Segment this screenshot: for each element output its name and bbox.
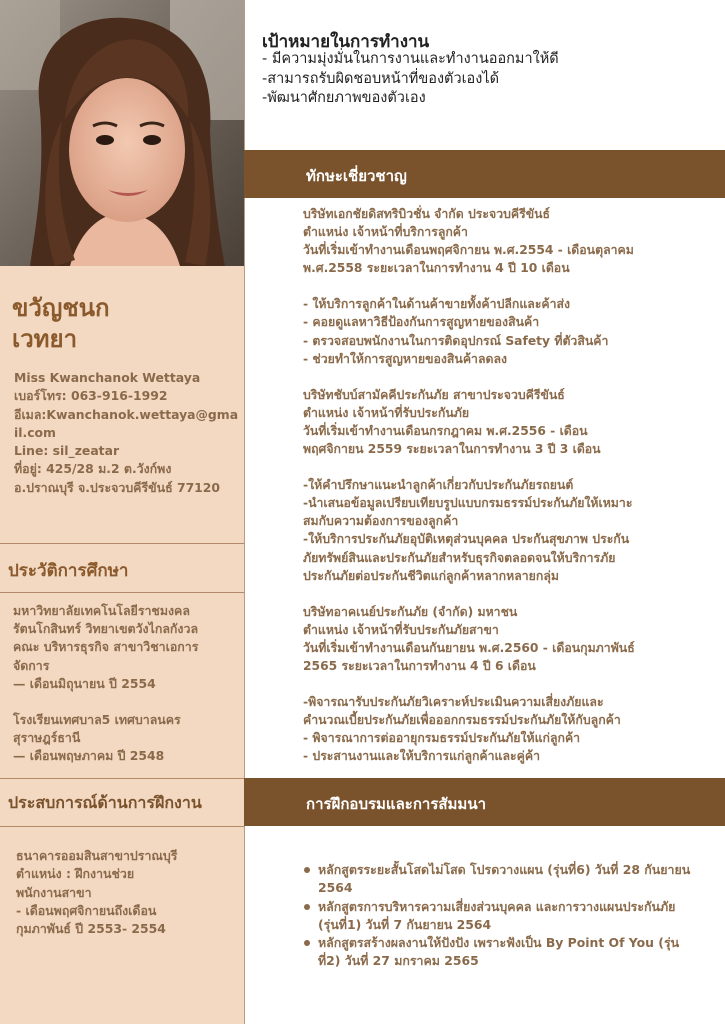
address-line-2: อ.ปราณบุรี จ.ประจวบคีรีขันธ์ 77120 xyxy=(14,479,221,495)
goal-item: -พัฒนาศักยภาพของตัวเอง xyxy=(262,90,426,106)
name-last: เวทยา xyxy=(12,325,78,353)
edu-line: จัดการ xyxy=(13,657,50,673)
job-line: บริษัทเอกชัยดิสทริบิวชั่น จำกัด ประจวบคีรีขันธ์ xyxy=(303,207,551,221)
profile-photo xyxy=(0,0,244,266)
education-list xyxy=(13,602,238,766)
internship-heading: ประสบการณ์ด้านการฝึกงาน xyxy=(8,793,202,812)
job-block xyxy=(303,603,713,675)
job-line: 2565 ระยะเวลาในการทำงาน 4 ปี 6 เดือน xyxy=(303,658,536,673)
job-line: ตำแหน่ง เจ้าหน้าที่รับประกันภัยสาขา xyxy=(303,622,499,637)
intern-line: กุมภาพันธ์ ปี 2553- 2554 xyxy=(16,921,166,937)
education-entry xyxy=(13,602,238,693)
intern-line: พนักงานสาขา xyxy=(16,884,92,900)
duty-line: -ให้คำปรึกษาแนะนำลูกค้าเกี่ยวกับประกันภัยรถยนต์ xyxy=(303,478,574,493)
duty-line: คำนวณเบี้ยประกันภัยเพื่อออกกรมธรรม์ประกันภัยให้กับลูกค้า xyxy=(303,713,621,728)
job-line: วันที่เริ่มเข้าทำงานเดือนกันยายน พ.ศ.2560 - เดือนกุมภาพันธ์ xyxy=(303,640,635,655)
job-line: ตำแหน่ง เจ้าหน้าที่บริการลูกค้า xyxy=(303,225,468,240)
divider-internship-top xyxy=(0,778,244,779)
duty-line: - ช่วยทำให้การสูญหายของสินค้าลดลง xyxy=(303,351,508,366)
training-item: หลักสูตรระยะสั้นโสดไม่โสด โปรดวางแผน (รุ่นที่6) วันที่ 28 กันยายน 2564 xyxy=(302,861,697,898)
training-heading: การฝึกอบรมและการสัมมนา xyxy=(306,795,486,813)
email-address: อีเมล:Kwanchanok.wettaya@gmail.com xyxy=(14,406,239,440)
name-first: ขวัญชนก xyxy=(12,294,110,322)
duty-line: - คอยดูแลหาวิธีป้องกันการสูญหายของสินค้า xyxy=(303,315,540,330)
goal-item: - มีความมุ่งมั่นในการงานและทำงานออกมาให้ดี xyxy=(262,51,559,67)
line-id: Line: sil_zeatar xyxy=(14,443,120,459)
internship-details xyxy=(16,847,238,938)
duty-line: -นำเสนอข้อมูลเปรียบเทียบรูปแบบกรมธรรม์ประกันภัยให้เหมาะ xyxy=(303,496,633,511)
training-list xyxy=(302,861,697,971)
goals-list xyxy=(262,50,712,109)
duty-line: -ให้บริการประกันภัยอุบัติเหตุส่วนบุคคล ประกันสุขภาพ ประกัน xyxy=(303,532,630,547)
education-entry xyxy=(13,711,238,766)
edu-line: สุราษฎร์ธานี xyxy=(13,730,81,746)
education-heading: ประวัติการศึกษา xyxy=(8,561,129,581)
address-line-1: ที่อยู่: 425/28 ม.2 ต.วังก์พง xyxy=(14,461,172,477)
job-line: บริษัทชับบ์สามัคคีประกันภัย สาขาประจวบคีรีขันธ์ xyxy=(303,387,565,402)
job-block xyxy=(303,205,713,277)
duty-line: - ประสานงานและให้บริการแก่ลูกค้าและคู่ค้า xyxy=(303,749,540,764)
duty-line: - ให้บริการลูกค้าในด้านค้าขายทั้งค้าปลีกและค้าส่ง xyxy=(303,297,571,312)
job-line: พฤศจิกายน 2559 ระยะเวลาในการทำงาน 3 ปี 3 เดือน xyxy=(303,442,601,457)
skills-heading: ทักษะเชี่ยวชาญ xyxy=(306,167,407,185)
job-line: ตำแหน่ง เจ้าหน้าที่รับประกันภัย xyxy=(303,405,470,420)
duty-line: - พิจารณาการต่ออายุกรมธรรม์ประกันภัยให้แก่ลูกค้า xyxy=(303,731,581,746)
goals-heading: เป้าหมายในการทำงาน xyxy=(262,32,430,52)
edu-line: มหาวิทยาลัยเทคโนโลยีราชมงคล xyxy=(13,603,190,618)
divider-internship-bottom xyxy=(0,826,244,827)
duty-line: สมกับความต้องการของลูกค้า xyxy=(303,514,459,529)
duty-line: ภัยทรัพย์สินและประกันภัยสำหรับธุรกิจตลอดจนให้บริการภัย xyxy=(303,550,616,565)
intern-line: ธนาคารออมสินสาขาปราณบุรี xyxy=(16,848,178,863)
duty-line: - ตรวจสอบพนักงานในการติดอุปกรณ์ Safety ที่ตัวสินค้า xyxy=(303,333,609,348)
job-line: พ.ศ.2558 ระยะเวลาในการทำงาน 4 ปี 10 เดือน xyxy=(303,261,570,276)
training-item: หลักสูตรสร้างผลงานให้ปังปัง เพราะฟังเป็น By Point Of You (รุ่นที่2) วันที่ 27 มกราคม 2565 xyxy=(302,934,697,971)
intern-line: ตำแหน่ง : ฝึกงานช่วย xyxy=(16,866,135,882)
job-line: วันที่เริ่มเข้าทำงานเดือนกรกฎาคม พ.ศ.2556 - เดือน xyxy=(303,423,588,438)
work-experience xyxy=(303,205,713,783)
duty-line: ประกันภัยต่อประกันชีวิตแก่ลูกค้าหลากหลายกลุ่ม xyxy=(303,568,559,583)
job-duties xyxy=(303,693,713,765)
edu-line: โรงเรียนเทศบาล5 เทศบาลนคร xyxy=(13,712,181,728)
job-duties xyxy=(303,476,713,585)
divider-education-bottom xyxy=(0,592,244,593)
contact-info xyxy=(14,369,239,497)
edu-line: รัตนโกสินทร์ วิทยาเขตวังไกลกังวล xyxy=(13,621,199,637)
edu-line: คณะ บริหารธุรกิจ สาขาวิชาเอการ xyxy=(13,639,199,655)
job-line: วันที่เริ่มเข้าทำงานเดือนพฤศจิกายน พ.ศ.2554 - เดือนตุลาคม xyxy=(303,243,634,258)
training-item: หลักสูตรการบริหารความเสี่ยงส่วนบุคคล และการวางแผนประกันภัย (รุ่นที่1) วันที่ 7 กันยายน 2564 xyxy=(302,898,697,935)
person-name xyxy=(12,293,237,355)
duty-line: -พิจารณารับประกันภัยวิเคราะห์ประเมินความเสี่ยงภัยและ xyxy=(303,695,604,710)
edu-date: — เดือนมิถุนายน ปี 2554 xyxy=(13,675,156,691)
job-line: บริษัทอาคเนย์ประกันภัย (จำกัด) มหาชน xyxy=(303,604,518,619)
intern-line: - เดือนพฤศจิกายนถึงเดือน xyxy=(16,902,157,918)
job-duties xyxy=(303,295,713,367)
divider-education-top xyxy=(0,543,244,544)
goal-item: -สามารถรับผิดชอบหน้าที่ของตัวเองได้ xyxy=(262,70,500,87)
job-block xyxy=(303,386,713,458)
phone-number: เบอร์โทร: 063-916-1992 xyxy=(14,388,168,404)
english-name: Miss Kwanchanok Wettaya xyxy=(14,370,201,385)
edu-date: — เดือนพฤษภาคม ปี 2548 xyxy=(13,748,165,764)
